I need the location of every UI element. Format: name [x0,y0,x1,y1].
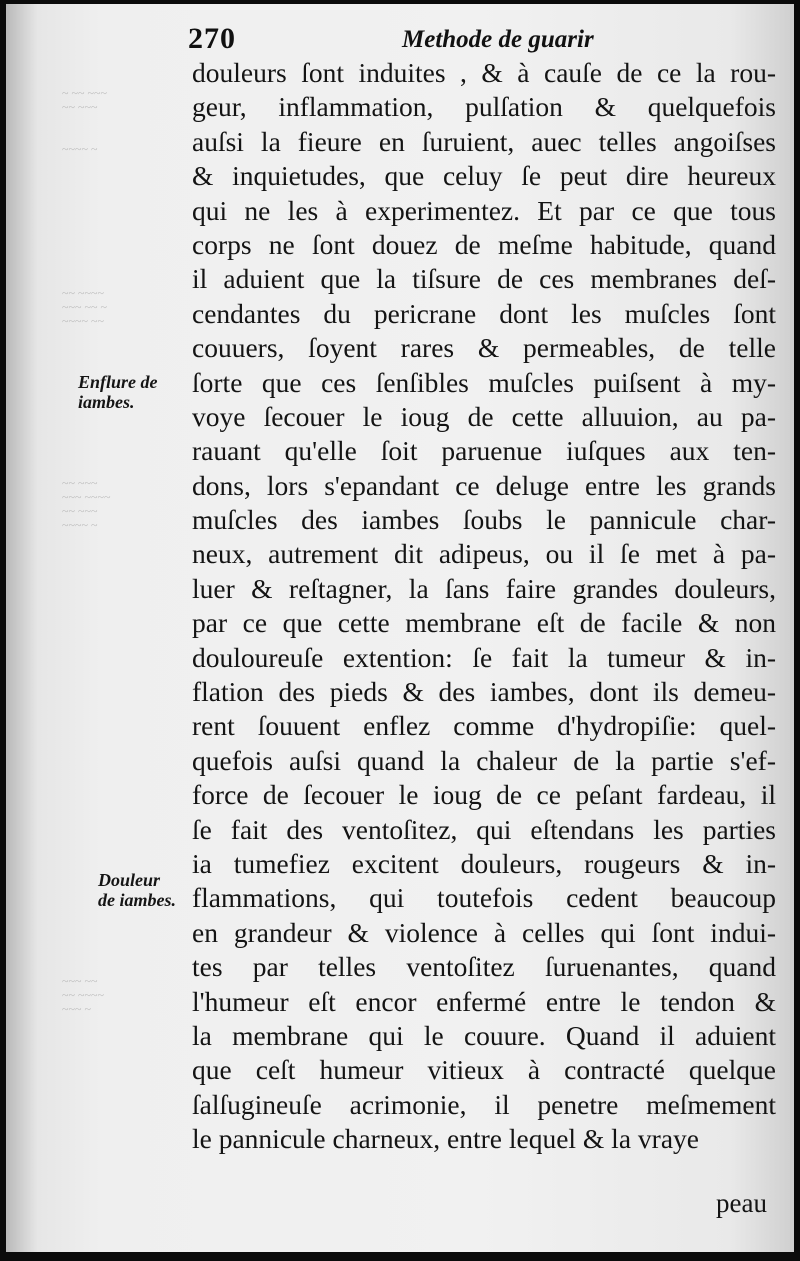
margin-note [78,372,158,412]
text-line: ſalſugineuſe acrimonie, il penetre meſmement [192,1088,776,1120]
text-line: douloureuſe extention: ſe fait la tumeur & in- [192,641,776,673]
text-line: flammations, qui toutefois cedent beaucoup [192,882,776,914]
page-header [188,22,618,56]
text-line: douleurs ſont induites , & à cauſe de ce la rou- [192,57,776,88]
text-line: rauant qu'elle ſoit paruenue iuſques aux ten- [192,435,776,467]
text-line: luer & reſtagner, la ſans faire grandes douleurs, [192,572,776,604]
page-number: 270 [188,22,236,55]
text-line: rent ſouuent enflez comme d'hydropiſie: quel- [192,710,776,742]
book-page [6,4,794,1252]
text-line: il aduient que la tiſsure de ces membranes deſ- [192,263,776,295]
text-line: quefois auſsi quand la chaleur de la partie s'ef- [192,744,776,776]
text-line: la membrane qui le couure. Quand il aduient [192,1019,776,1051]
text-line: corps ne ſont douez de meſme habitude, quand [192,228,776,260]
text-line: ſe fait des ventoſitez, qui eſtendans les parties [192,813,776,845]
text-line: neux, autrement dit adipeus, ou il ſe met à pa- [192,538,776,570]
text-line: auſsi la fieure en ſuruient, auec telles angoiſses [192,125,776,157]
text-line: en grandeur & violence à celles qui ſont indui- [192,916,776,948]
margin-note-line: Enflure de [78,372,158,392]
bleed-through-ink: ~~ ~~~ ~~~ ~~~~ ~~ ~~~ ~~~~ ~ [62,476,111,532]
body-text [192,56,776,1157]
text-line: geur, inflammation, pulſation & quelquefois [192,91,776,123]
margin-note [98,870,176,910]
running-title: Methode de guarir [402,26,594,53]
text-line: tes par telles ventoſitez ſuruenantes, quand [192,951,776,983]
text-line: voye ſecouer le ioug de cette alluuion, au pa- [192,400,776,432]
margin-note-line: Douleur [98,870,161,890]
text-line: couuers, ſoyent rares & permeables, de telle [192,332,776,364]
text-line: cendantes du pericrane dont les muſcles ſont [192,297,776,329]
text-line: que ceſt humeur vitieux à contracté quelque [192,1054,776,1086]
text-line: l'humeur eſt encor enfermé entre le tendon & [192,985,776,1017]
text-line: ia tumefiez excitent douleurs, rougeurs & in- [192,847,776,879]
text-line: par ce que cette membrane eſt de facile & non [192,607,776,639]
text-line: ſorte que ces ſenſibles muſcles puiſsent à my- [192,366,776,398]
margin-note-line: iambes. [78,392,135,412]
bleed-through-ink: ~ ~~ ~~~ ~~ ~~~ ~~~~ ~ [62,86,107,156]
bleed-through-ink: ~~ ~~~~ ~~~ ~~ ~ ~~~~ ~~ [62,286,107,328]
margin-note-line: de iambes. [98,890,176,910]
text-line: le pannicule charneux, entre lequel & la vraye [192,1123,699,1155]
text-line: & inquietudes, que celuy ſe peut dire heureux [192,160,776,192]
bleed-through-ink: ~~~ ~~ ~~ ~~~~ ~~~ ~ [62,974,104,1016]
catchword: peau [716,1188,767,1218]
text-line: qui ne les à experimentez. Et par ce que tous [192,194,776,226]
text-line: muſcles des iambes ſoubs le pannicule char- [192,504,776,536]
text-line: dons, lors s'epandant ce deluge entre les grands [192,469,776,501]
text-line: force de ſecouer le ioug de ce peſant fardeau, il [192,779,776,811]
text-line: flation des pieds & des iambes, dont ils demeu- [192,676,776,708]
